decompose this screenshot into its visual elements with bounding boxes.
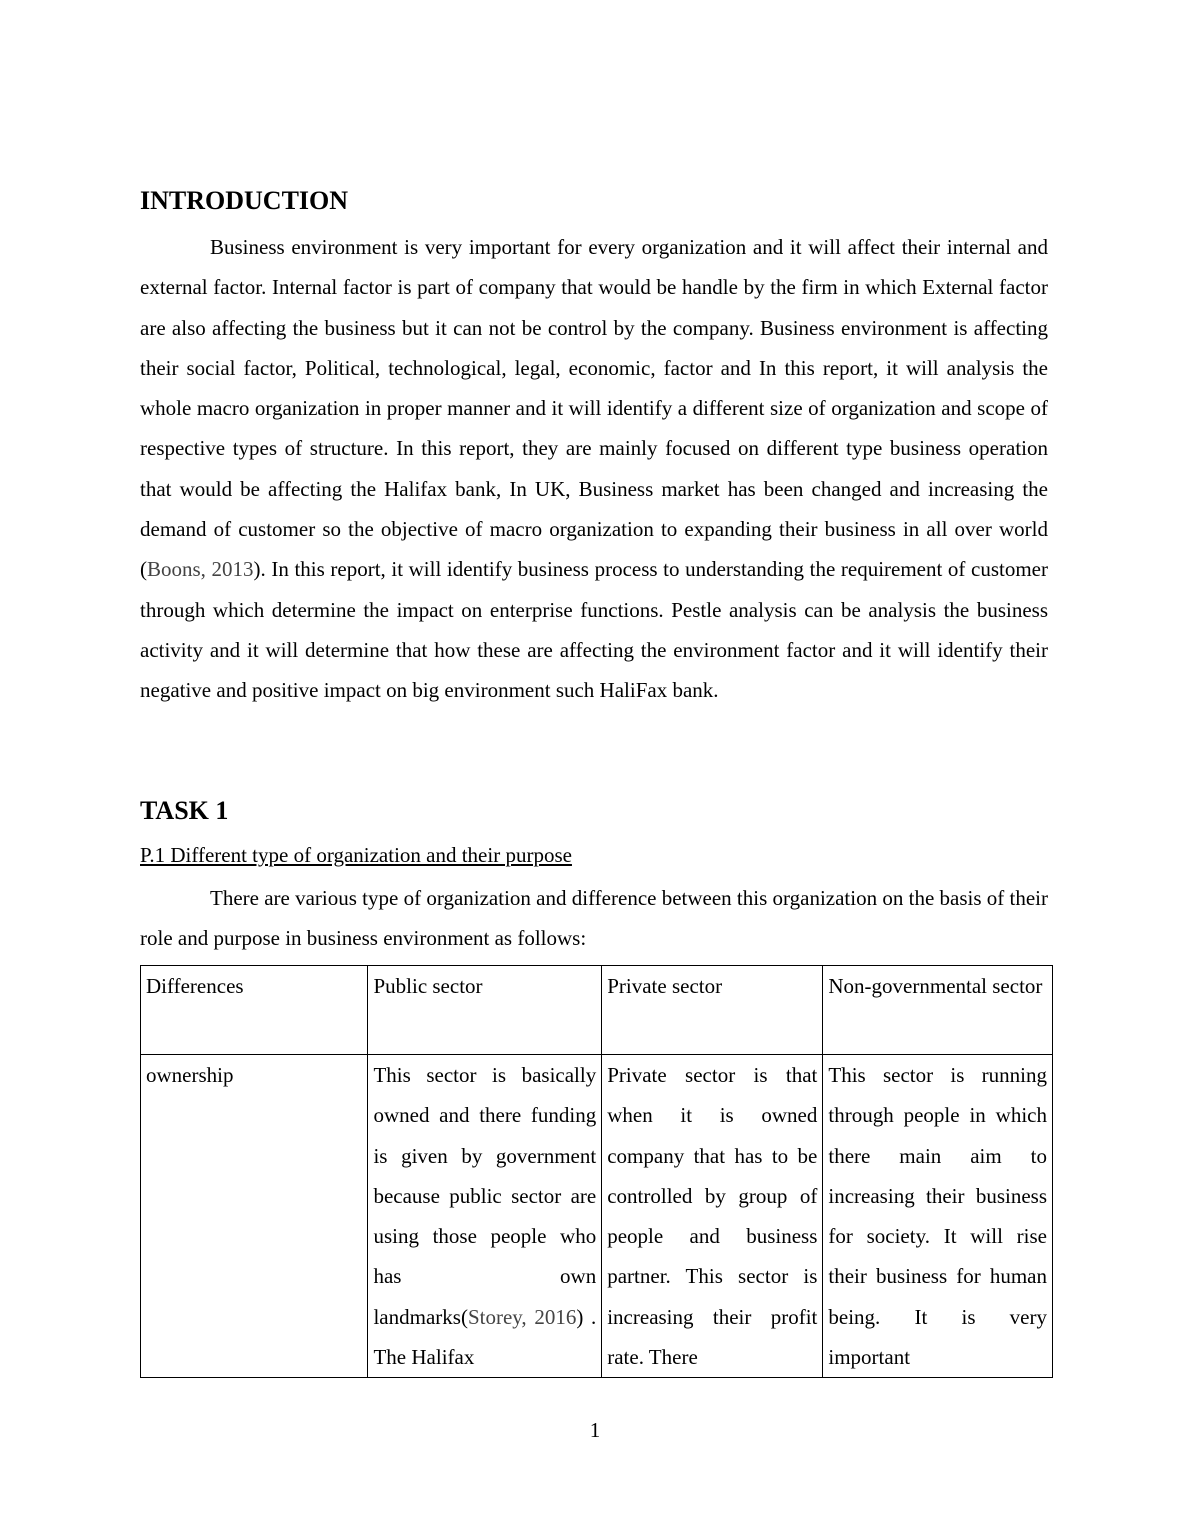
cell-public-sector-ownership xyxy=(368,1055,602,1378)
organization-types-paragraph: There are various type of organization and difference between this organization on the basis of their role and purpose in business environment as follows: xyxy=(140,886,1048,951)
cell-private-sector-ownership: Private sector is that when it is owned company that has to be controlled by group of people and business partner. This sector is increasing their profit rate. There xyxy=(602,1055,823,1378)
header-private-sector: Private sector xyxy=(602,966,823,1055)
page-number: 1 xyxy=(589,1418,601,1442)
introduction-text: Business environment is very important for every organization and it will affect their internal and external factor. Internal factor is part of company that would be handle by the firm in which External factor are also affecting the business but it can not be control by the company. Business environment is affecting their social factor, Political, technological, legal, economic, factor and In this report, it will analysis the whole macro organization in proper manner and it will identify a different size of organization and scope of respective types of structure. In this report, they are mainly focused on different type business operation that would be affecting the Halifax bank, In UK, Business market has been changed and increasing the demand of customer so the objective of macro organization to expanding their business in all over world ( xyxy=(140,235,1048,582)
introduction-paragraph xyxy=(140,227,1048,711)
introduction-heading: INTRODUCTION xyxy=(140,186,349,215)
header-differences: Differences xyxy=(141,966,368,1055)
introduction-text-rest: ). In this report, it will identify business process to understanding the requirement of customer through which determine the impact on enterprise functions. Pestle analysis can be analysis the business activity and it will determine that how these are affecting the environment factor and it will identify their negative and positive impact on big environment such HaliFax bank. xyxy=(140,557,1048,703)
header-non-governmental-sector: Non-governmental sector xyxy=(823,966,1053,1055)
table-row-ownership xyxy=(141,1055,1053,1378)
section-subheading: P.1 Different type of organization and their purpose xyxy=(140,843,572,867)
citation-storey: Storey, 2016 xyxy=(467,1304,577,1329)
citation-boons: Boons, 2013 xyxy=(147,557,254,582)
public-sector-text: This sector is basically owned and there funding is given by government because public sector are using those people who has own landmarks( xyxy=(373,1063,597,1329)
header-public-sector: Public sector xyxy=(368,966,602,1055)
task-heading: TASK 1 xyxy=(140,796,229,825)
public-sector-text-rest: ) . The Halifax xyxy=(373,1304,597,1370)
cell-ngo-sector-ownership: This sector is running through people in which there main aim to increasing their business for society. It will rise their business for human being. It is very important xyxy=(823,1055,1053,1378)
organization-comparison-table xyxy=(140,965,1053,1378)
row-label-ownership: ownership xyxy=(141,1055,368,1378)
table-header-row xyxy=(141,966,1053,1055)
